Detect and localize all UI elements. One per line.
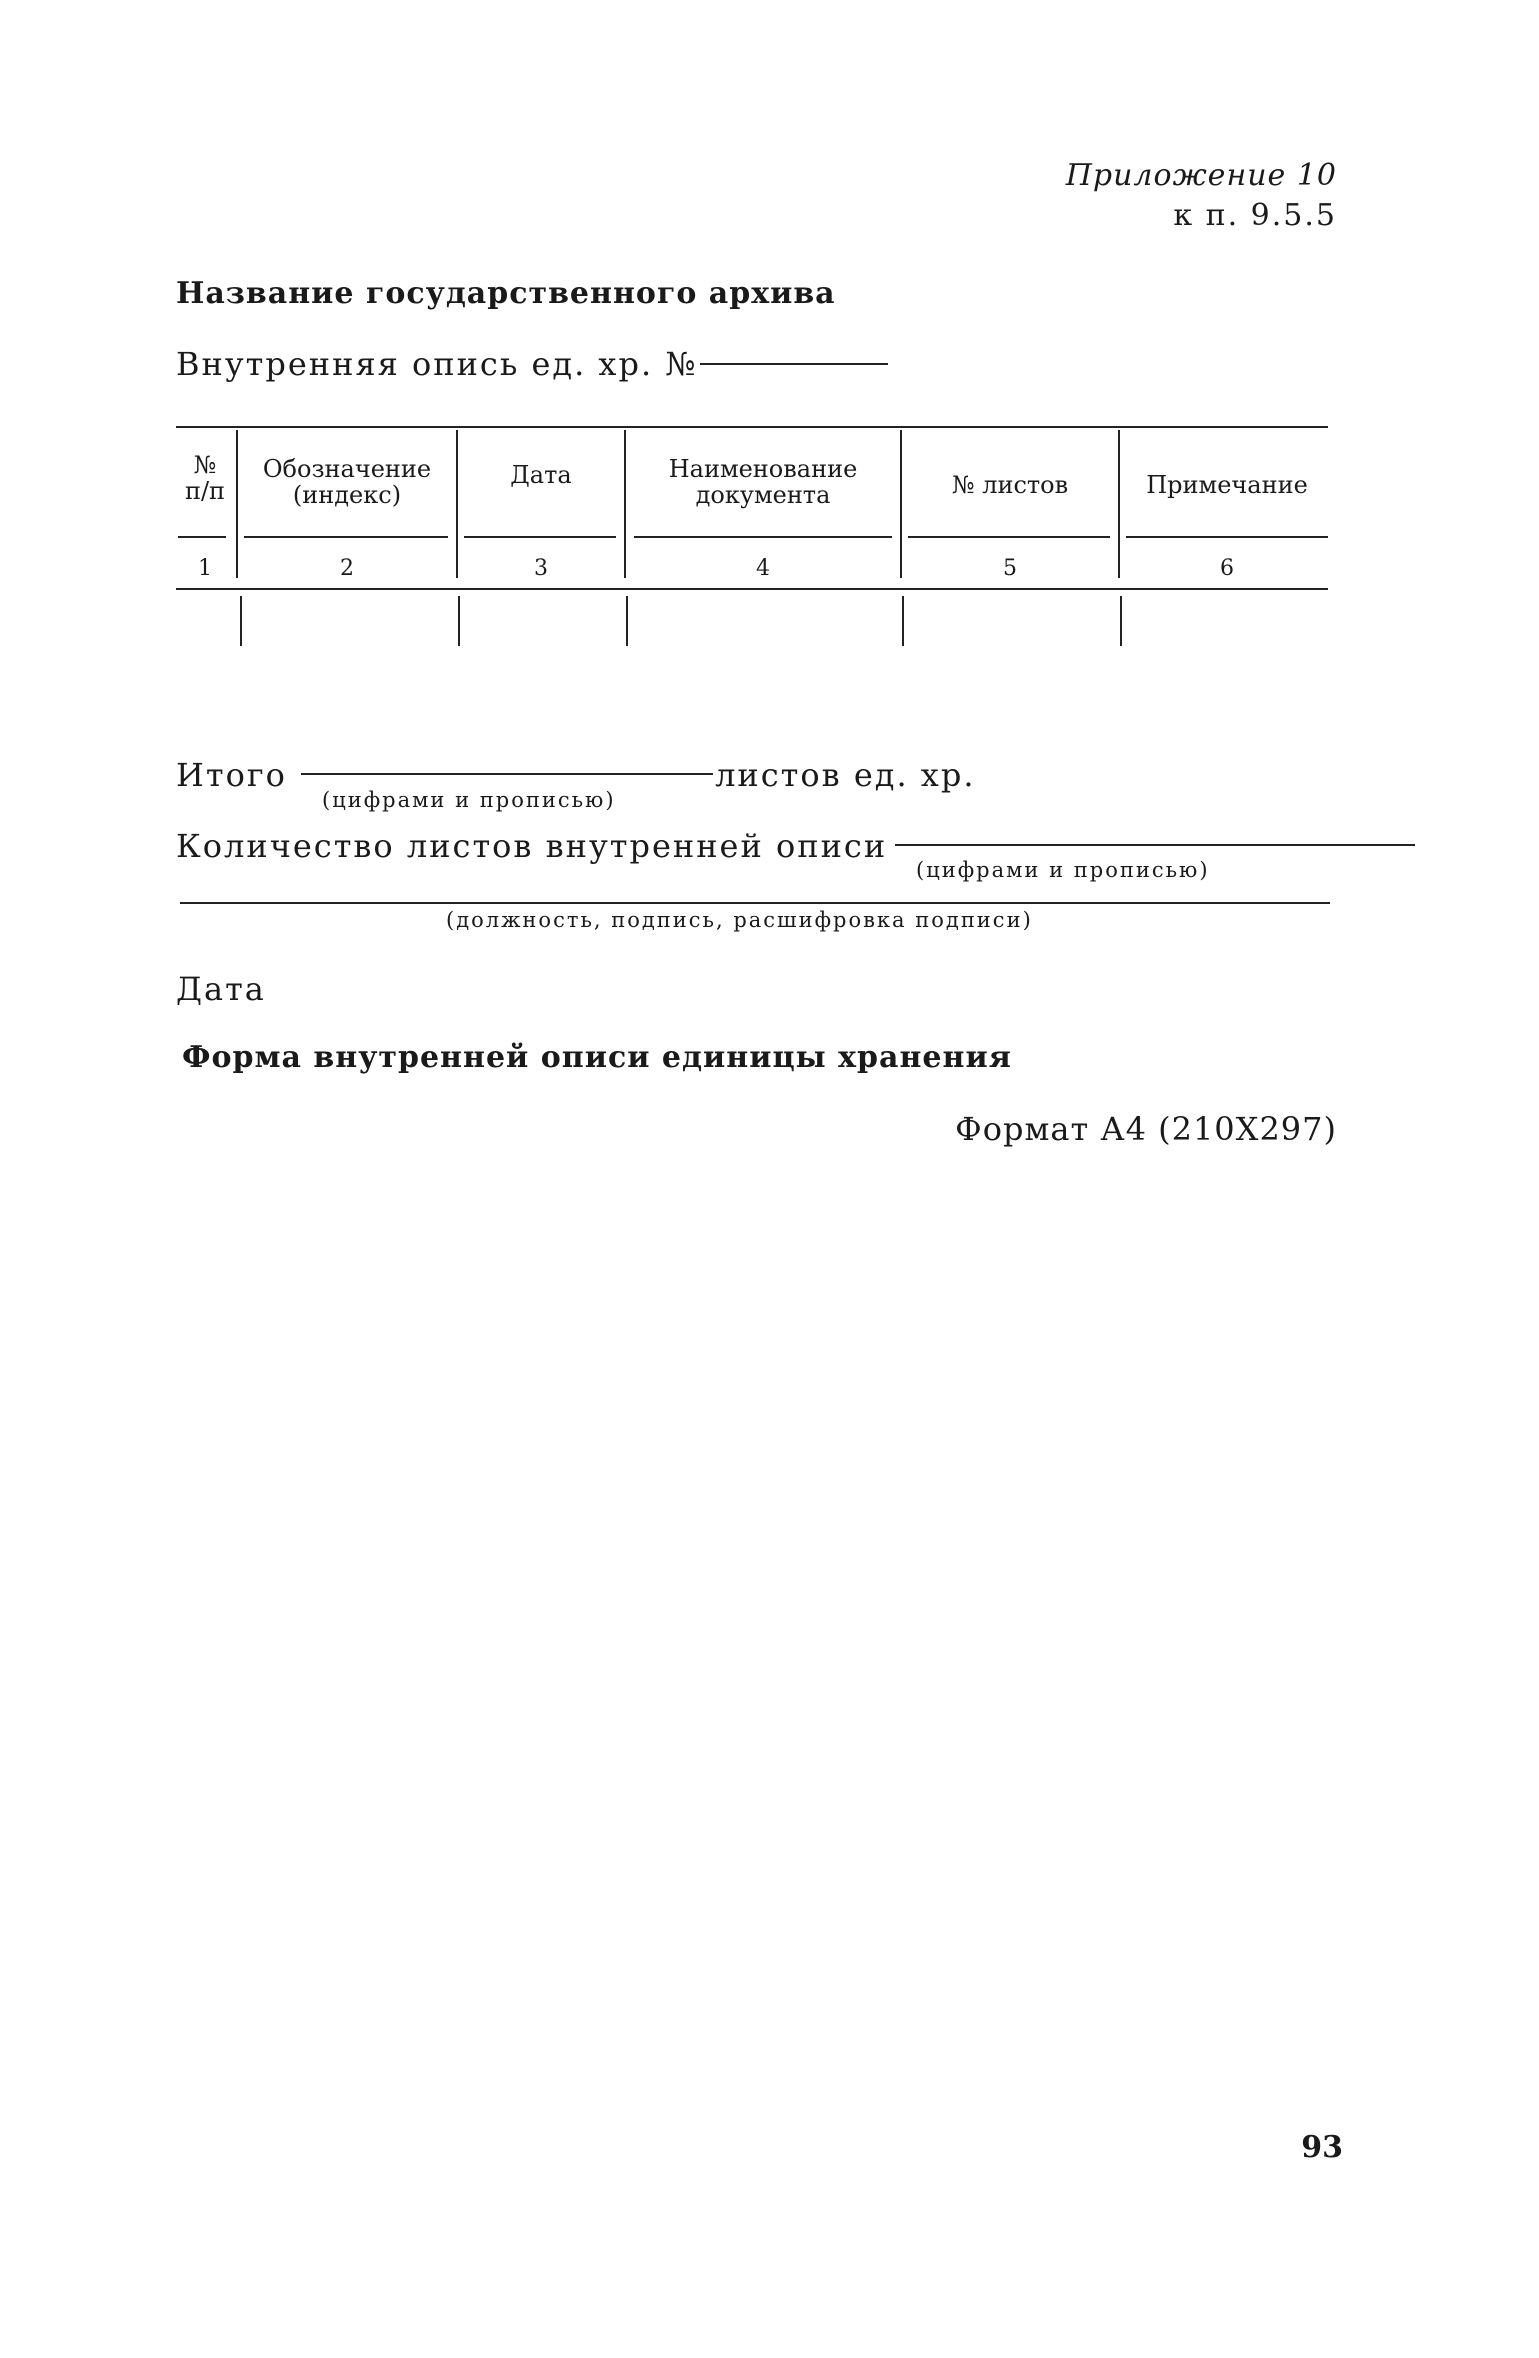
- column-divider-2: [456, 430, 458, 578]
- appendix-reference: к п. 9.5.5: [1173, 198, 1337, 233]
- header-title-top: Наименование: [668, 455, 858, 483]
- body-divider-3: [626, 596, 628, 646]
- date-label: Дата: [176, 970, 266, 1008]
- header-underline-2: [244, 536, 448, 538]
- column-number-4: 4: [756, 556, 770, 581]
- column-number-3: 3: [534, 556, 548, 581]
- numbers-bottom-rule: [176, 588, 1328, 590]
- inventory-number-line: [176, 345, 888, 383]
- column-number-1: 1: [198, 556, 212, 581]
- column-divider-4: [900, 430, 902, 578]
- header-date-label: Дата: [510, 461, 572, 489]
- header-underline-1: [178, 536, 226, 538]
- body-divider-1: [240, 596, 242, 646]
- header-cell-title: [628, 456, 898, 508]
- archive-name-heading: Название государственного архива: [176, 276, 836, 311]
- header-number-bottom: п/п: [184, 477, 226, 505]
- header-underline-4: [634, 536, 892, 538]
- signature-note: (должность, подпись, расшифровка подписи): [446, 908, 1033, 932]
- header-sheets-label: № листов: [951, 471, 1069, 499]
- count-blank: [895, 844, 1415, 846]
- count-label: Количество листов внутренней описи: [176, 827, 888, 865]
- column-divider-5: [1118, 430, 1120, 578]
- column-number-2: 2: [340, 556, 354, 581]
- form-title: Форма внутренней описи единицы хранения: [182, 1040, 1012, 1075]
- table-top-rule: [176, 426, 1328, 428]
- total-note: (цифрами и прописью): [322, 788, 616, 812]
- column-divider-1: [236, 430, 238, 578]
- page-number: 93: [1301, 2130, 1343, 2165]
- header-cell-index: [240, 456, 454, 508]
- header-number-top: №: [193, 451, 217, 479]
- format-label: Формат А4 (210Х297): [955, 1110, 1337, 1148]
- header-index-bottom: (индекс): [292, 481, 402, 509]
- header-title-bottom: документа: [695, 481, 831, 509]
- total-suffix: листов ед. хр.: [715, 756, 976, 794]
- total-prefix: Итого: [176, 756, 287, 794]
- header-cell-date: [460, 462, 622, 488]
- total-sheets-blank: [301, 773, 713, 775]
- body-divider-4: [902, 596, 904, 646]
- header-cell-note: [1122, 472, 1332, 498]
- count-note: (цифрами и прописью): [916, 858, 1210, 882]
- appendix-label: Приложение 10: [1065, 158, 1337, 193]
- column-divider-3: [624, 430, 626, 578]
- header-underline-6: [1126, 536, 1328, 538]
- header-cell-number: [176, 452, 234, 504]
- column-number-6: 6: [1220, 556, 1234, 581]
- inventory-sheets-count-line: [176, 827, 1415, 865]
- header-note-label: Примечание: [1146, 471, 1308, 499]
- inventory-number-blank: [700, 363, 888, 365]
- header-cell-sheets: [904, 472, 1116, 498]
- header-underline-3: [464, 536, 616, 538]
- inventory-label: Внутренняя опись ед. хр. №: [176, 345, 698, 383]
- body-divider-2: [458, 596, 460, 646]
- header-underline-5: [908, 536, 1110, 538]
- signature-rule: [180, 902, 1330, 904]
- body-divider-5: [1120, 596, 1122, 646]
- column-number-5: 5: [1003, 556, 1017, 581]
- header-index-top: Обозначение: [262, 455, 432, 483]
